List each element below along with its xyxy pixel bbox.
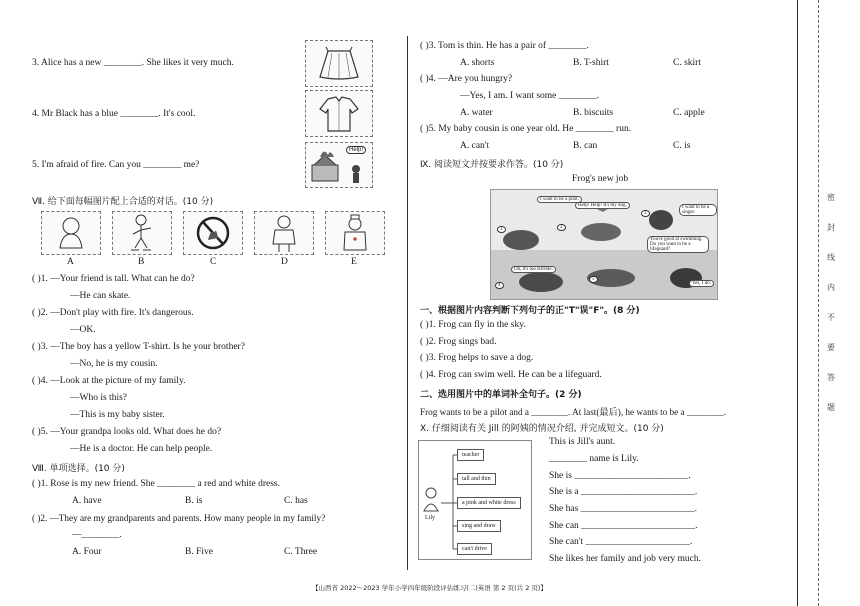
fill-4: 4. Mr Black has a blue ________. It's cool. xyxy=(32,109,196,119)
pic-letter-b: B xyxy=(138,257,145,267)
mc-5-option-b: B. can xyxy=(573,141,598,151)
comic-bubble-singer: I want to be a singer. xyxy=(679,204,717,216)
mc-5-option-c: C. is xyxy=(673,141,691,151)
dialog-5-a: —He is a doctor. He can help people. xyxy=(70,444,213,454)
comic-panel-number-3: 3 xyxy=(641,210,650,217)
tf-3: ( )3. Frog helps to save a dog. xyxy=(420,353,534,363)
jill-line-3: She is ________________________. xyxy=(549,471,691,481)
tf-2: ( )2. Frog sings bad. xyxy=(420,337,497,347)
doctor-picture xyxy=(325,211,385,255)
dialog-4-q: ( )4. —Look at the picture of my family. xyxy=(32,376,186,386)
mc-5-question: ( )5. My baby cousin is one year old. He ________ run. xyxy=(420,124,632,134)
jill-line-5: She has ________________________. xyxy=(549,504,698,514)
help-bubble: Help! xyxy=(346,146,366,154)
dialog-3-a: —No, he is my cousin. xyxy=(70,359,158,369)
jill-line-6: She can ________________________. xyxy=(549,521,698,531)
margin-char-3: 线 xyxy=(827,253,835,262)
page-footer: 【山西省 2022～2023 学年小学四年级阶段评估练习(二)英语 第 2 页(共 2 页)】 xyxy=(312,584,547,592)
margin-char-2: 封 xyxy=(827,223,835,232)
tf-1: ( )1. Frog can fly in the sky. xyxy=(420,320,526,330)
fill-5: 5. I'm afraid of fire. Can you ________ me? xyxy=(32,160,200,170)
section-9-title: Ⅸ. 阅读短文并按要求作答。(10 分) xyxy=(420,160,564,170)
no-fire-picture xyxy=(183,211,243,255)
mc-1-option-a: A. have xyxy=(72,496,102,506)
comic-bubble-lifeguard: You're good at swimming. Do you want to be a lifeguard? xyxy=(647,236,709,253)
box-teacher: teacher xyxy=(457,449,484,461)
pic-letter-a: A xyxy=(67,257,74,267)
part-1-title: 一、根据图片内容判断下列句子的正"T"误"F"。(8 分) xyxy=(420,306,640,316)
baby-picture xyxy=(41,211,101,255)
mc-4-option-c: C. apple xyxy=(673,108,705,118)
mc-3-question: ( )3. Tom is thin. He has a pair of ________. xyxy=(420,41,589,51)
dialog-1-a: —He can skate. xyxy=(70,291,131,301)
comic-bubble-pilot: I want to be a pilot. xyxy=(537,196,582,203)
mc-2-option-b: B. Five xyxy=(185,547,213,557)
dialog-1-q: ( )1. —Your friend is tall. What can he do? xyxy=(32,274,195,284)
pic-letter-d: D xyxy=(281,257,288,267)
jill-line-7: She can't ______________________. xyxy=(549,537,693,547)
mc-3-option-c: C. skirt xyxy=(673,58,701,68)
jill-line-2: ________ name is Lily. xyxy=(549,454,639,464)
comic-panel-number-5: 5 xyxy=(589,276,598,283)
comic-panel-number-4: 4 xyxy=(495,282,504,289)
mc-2-question: ( )2. —They are my grandparents and parents. How many people in my family? xyxy=(32,513,326,523)
section-10-title: Ⅹ. 仔细阅读有关 Jill 的阿姨的情况介绍, 并完成短文。(10 分) xyxy=(420,424,664,434)
comic-bubble-yes: Yes, I do. xyxy=(689,280,714,287)
jill-line-8: She likes her family and job very much. xyxy=(549,554,701,564)
box-dress: a pink and white dress xyxy=(457,497,521,509)
pic-letter-c: C xyxy=(210,257,217,267)
box-cant-drive: can't drive xyxy=(457,543,492,555)
mc-4-question: ( )4. —Are you hungry? xyxy=(420,74,513,84)
mc-2-question-line2: —________. xyxy=(72,530,122,540)
margin-char-7: 答 xyxy=(827,373,835,382)
margin-char-1: 密 xyxy=(827,193,835,202)
mc-4-question-line2: —Yes, I am. I want some ________. xyxy=(460,91,600,101)
margin-char-6: 要 xyxy=(827,343,835,352)
shirt-picture xyxy=(305,90,373,137)
boy-tshirt-picture xyxy=(254,211,314,255)
part-2-title: 二、选用图片中的单词补全句子。(2 分) xyxy=(420,390,582,400)
mc-4-option-b: B. biscuits xyxy=(573,108,614,118)
column-divider xyxy=(407,36,408,570)
margin-solid-line xyxy=(797,0,798,606)
story-title: Frog's new job xyxy=(572,174,629,184)
box-sing-draw: sing and draw xyxy=(457,520,501,532)
margin-char-4: 内 xyxy=(827,283,835,292)
dialog-2-a: —OK. xyxy=(70,325,96,335)
box-tall-thin: tall and thin xyxy=(457,473,496,485)
mc-5-option-a: A. can't xyxy=(460,141,490,151)
margin-char-8: 题 xyxy=(827,403,835,412)
mc-3-option-a: A. shorts xyxy=(460,58,495,68)
dialog-2-q: ( )2. —Don't play with fire. It's dangerous. xyxy=(32,308,194,318)
mc-1-option-b: B. is xyxy=(185,496,203,506)
aunt-mindmap xyxy=(418,440,532,560)
section-7-title: Ⅶ. 给下面每幅图片配上合适的对话。(10 分) xyxy=(32,197,214,207)
margin-dashed-line xyxy=(818,0,819,606)
comic-panel-number-1: 1 xyxy=(497,226,506,233)
pic-letter-e: E xyxy=(351,257,357,267)
frog-comic xyxy=(490,189,718,300)
lily-avatar-label: Lily xyxy=(425,515,435,521)
skater-picture xyxy=(112,211,172,255)
mc-1-question: ( )1. Rose is my new friend. She ________ a red and white dress. xyxy=(32,479,281,489)
mc-2-option-a: A. Four xyxy=(72,547,102,557)
dialog-5-q: ( )5. —Your grandpa looks old. What does he do? xyxy=(32,427,222,437)
section-8-title: Ⅷ. 单项选择。(10 分) xyxy=(32,464,125,474)
dialog-4-a: —Who is this? xyxy=(70,393,127,403)
mc-1-option-c: C. has xyxy=(284,496,308,506)
dialog-3-q: ( )3. —The boy has a yellow T-shirt. Is he your brother? xyxy=(32,342,245,352)
comic-panel-number-2: 2 xyxy=(557,224,566,231)
comic-bubble-help: Help! Help! It's my dog. xyxy=(575,202,630,209)
mc-2-option-c: C. Three xyxy=(284,547,318,557)
jill-line-4: She is a ________________________. xyxy=(549,487,698,497)
comic-bubble-terrible: Oh, it's too terrible. xyxy=(511,266,556,273)
mc-4-option-a: A. water xyxy=(460,108,493,118)
tf-4: ( )4. Frog can swim well. He can be a lifeguard. xyxy=(420,370,602,380)
jill-line-1: This is Jill's aunt. xyxy=(549,437,616,447)
fire-help-picture xyxy=(305,142,373,188)
margin-char-5: 不 xyxy=(827,313,835,322)
mc-3-option-b: B. T-shirt xyxy=(573,58,609,68)
dialog-4-a2: —This is my baby sister. xyxy=(70,410,165,420)
skirt-picture xyxy=(305,40,373,87)
part-2-sentence: Frog wants to be a pilot and a ________. At last(最后), he wants to be a ________. xyxy=(420,407,726,417)
fill-3: 3. Alice has a new ________. She likes it very much. xyxy=(32,58,234,68)
